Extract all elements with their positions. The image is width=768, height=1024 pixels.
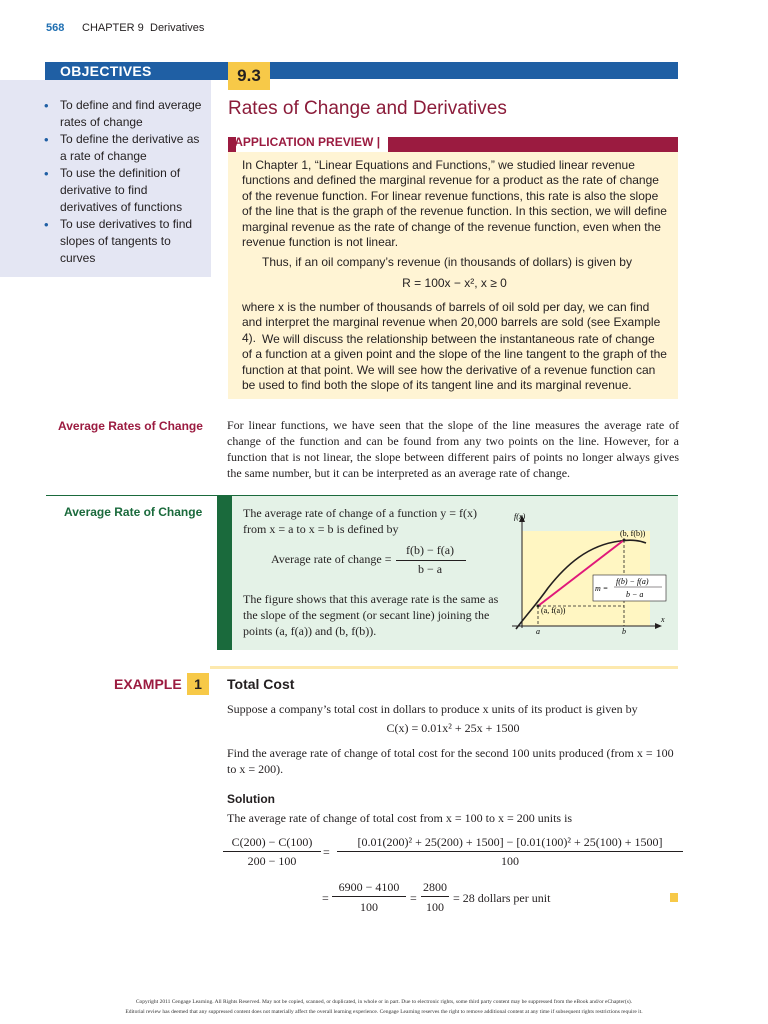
calc-numerator: 6900 − 4100	[338, 880, 400, 894]
calc-result: = 28 dollars per unit	[453, 891, 551, 905]
solution-paragraph: The average rate of change of total cost from x = 100 to x = 200 units is	[227, 811, 573, 825]
page-number: 568	[46, 22, 65, 34]
objectives-title: OBJECTIVES	[60, 63, 152, 79]
definition-formula-numerator: f(b) − f(a)	[405, 543, 455, 557]
revenue-equation: R = 100x − x², x ≥ 0	[402, 276, 507, 290]
tick-label-a: a	[536, 627, 540, 636]
calc-numerator: [0.01(200)² + 25(200) + 1500] − [0.01(100)² + 25(100) + 1500]	[357, 835, 663, 849]
definition-name: Average Rate of Change	[64, 505, 203, 519]
calc-denominator: 100	[426, 900, 444, 914]
example-number: 1	[194, 676, 202, 692]
equals-sign: =	[322, 891, 329, 905]
point-b-marker	[623, 539, 626, 542]
fraction-bar	[421, 896, 449, 897]
example-title: Total Cost	[227, 676, 295, 692]
example-label: EXAMPLE	[114, 676, 182, 692]
copyright-notice: Copyright 2011 Cengage Learning. All Rights Reserved. May not be copied, scanned, or duplicated, in whole or in part. Due to electronic rights, some third party content may be suppressed from the eBook and/or eChapter(s).	[135, 999, 633, 1005]
fraction-bar	[337, 851, 683, 852]
calc-denominator: 100	[501, 854, 519, 868]
objectives-list	[44, 97, 208, 267]
definition-formula-label: Average rate of change =	[271, 552, 392, 566]
objective-item: • To use derivatives to find slopes of tangents to curves	[44, 216, 208, 267]
secant-line-graph	[508, 503, 673, 643]
calc-numerator: 2800	[423, 880, 447, 894]
section-number: 9.3	[237, 66, 261, 85]
application-preview-paragraph: where x is the number of thousands of barrels of oil sold per day, we can find and interpret the marginal revenue when 20,000 barrels are sold (see Example 4).	[242, 300, 661, 345]
end-of-example-marker	[670, 893, 678, 902]
section-bar	[228, 62, 678, 79]
section-title: Rates of Change and Derivatives	[228, 98, 507, 119]
definition-text: The average rate of change of a function y = f(x) from x = a to x = b is defined by	[243, 506, 477, 536]
body-paragraph: For linear functions, we have seen that the slope of the line measures the average rate of change of the function and can be found from any two points on the line. However, for a function that is not linear, the slope between different pairs of points no longer always gives the same number, but it can be interpreted as an average rate of change.	[227, 418, 679, 480]
y-axis-label: f(x)	[514, 512, 526, 521]
definition-stripe	[217, 496, 232, 650]
cost-equation: C(x) = 0.01x² + 25x + 1500	[386, 721, 520, 735]
application-preview-paragraph: Thus, if an oil company’s revenue (in thousands of dollars) is given by	[262, 255, 632, 269]
application-preview-paragraph: In Chapter 1, “Linear Equations and Functions,” we studied linear revenue functions and defined the marginal revenue for a product as the rate of change of the revenue function. For linear revenue functions, this rate is also the slope of the line that is the graph of the revenue function. In this section, we will define marginal revenue as the rate of change of the revenue function, even when the revenue function is not linear.	[242, 158, 667, 250]
calc-denominator: 200 − 100	[247, 854, 297, 868]
point-b-label: (b, f(b))	[620, 529, 646, 538]
solution-heading: Solution	[227, 792, 275, 806]
example-paragraph: Find the average rate of change of total cost for the second 100 units produced (from x = 100 to x = 200).	[227, 746, 674, 776]
point-a-marker	[537, 605, 540, 608]
fraction-bar	[396, 560, 466, 561]
objective-item: • To define and find average rates of change	[44, 97, 208, 131]
example-rule	[210, 666, 678, 669]
slope-numerator: f(b) − f(a)	[616, 577, 649, 586]
calc-denominator: 100	[360, 900, 378, 914]
example-paragraph: Suppose a company’s total cost in dollars to produce x units of its product is given by	[227, 702, 638, 716]
x-axis-label: x	[661, 615, 665, 624]
fraction-bar	[332, 896, 406, 897]
chapter-title: Derivatives	[150, 22, 205, 34]
copyright-notice: Editorial review has deemed that any suppressed content does not materially affect the overall learning experience. Cengage Learning reserves the right to remove additional content at any time if subsequent rights restrictions require it.	[125, 1009, 643, 1015]
tick-label-b: b	[622, 627, 626, 636]
calc-numerator: C(200) − C(100)	[231, 835, 313, 849]
application-preview-label: | APPLICATION PREVIEW |	[228, 135, 381, 149]
fraction-bar	[223, 851, 321, 852]
margin-heading: Average Rates of Change	[58, 419, 203, 433]
equals-sign: =	[323, 845, 330, 859]
point-a-label: (a, f(a))	[541, 606, 566, 615]
definition-text: The figure shows that this average rate is the same as the slope of the segment (or secant line) joining the points (a, f(a)) and (b, f(b)).	[243, 592, 499, 638]
slope-label: m =	[595, 584, 609, 593]
objective-item: • To define the derivative as a rate of change	[44, 131, 208, 165]
objective-item: • To use the definition of derivative to find derivatives of functions	[44, 165, 208, 216]
slope-denominator: b − a	[626, 590, 644, 599]
equals-sign: =	[410, 891, 417, 905]
application-preview-paragraph: We will discuss the relationship between the instantaneous rate of change of a function at a given point and the slope of the line tangent to the graph of the function at that point. We will see how the derivative of a revenue function can be used to find both the slope of its tangent line and its marginal revenue.	[242, 332, 667, 393]
definition-formula-denominator: b − a	[417, 562, 443, 576]
chapter-label: CHAPTER 9	[82, 22, 144, 34]
